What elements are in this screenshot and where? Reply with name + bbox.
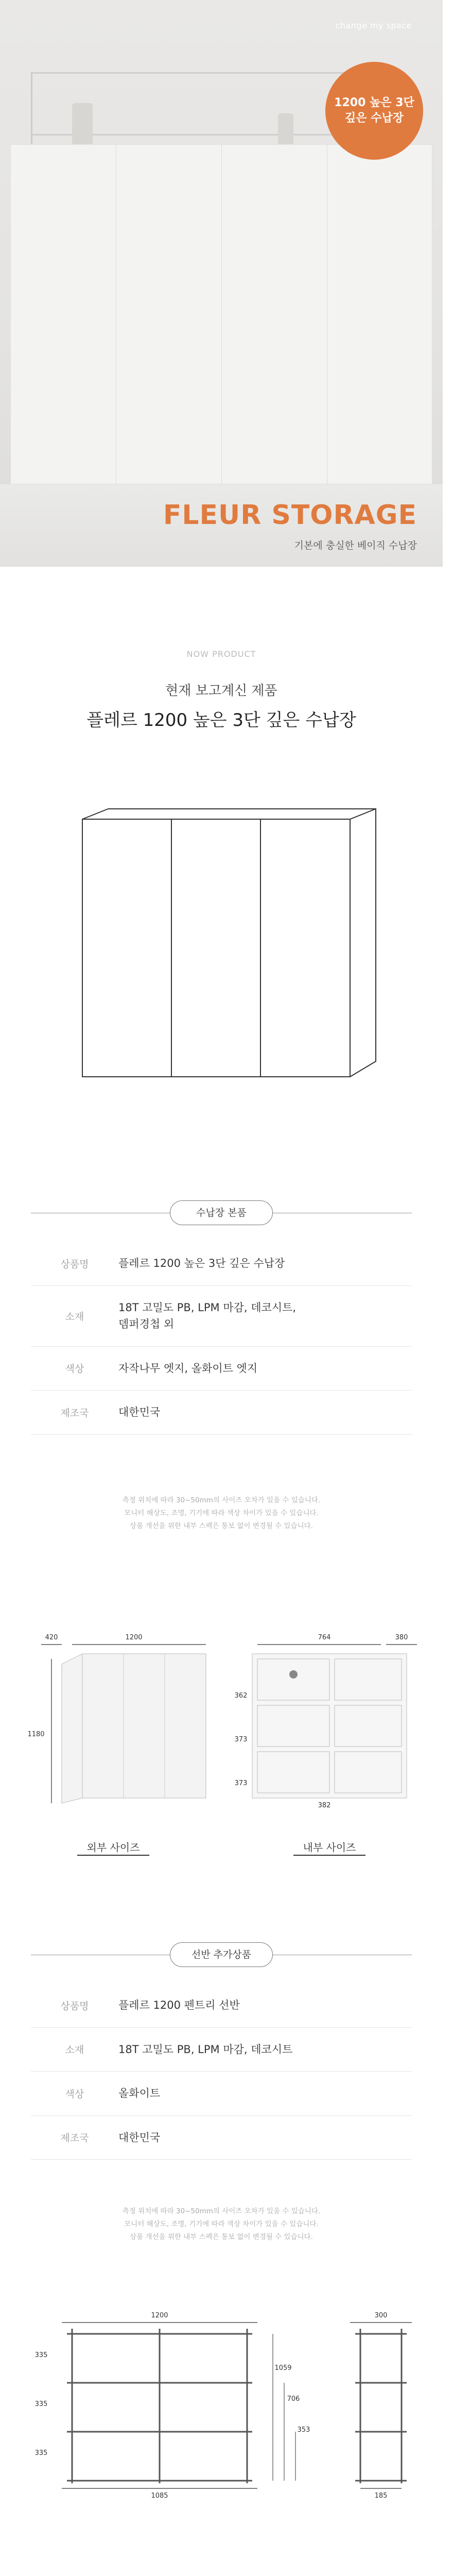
dim-side-depth: 300 (374, 2312, 388, 2319)
dim-inner-h2: 373 (234, 1736, 248, 1743)
spec-key: 색상 (65, 1363, 84, 1375)
spec-notes (0, 2205, 443, 2244)
spec-value: 플레르 1200 높은 3단 깊은 수납장 (118, 1257, 285, 1269)
dim-shelf-h-total: 1059 (274, 2364, 292, 2372)
spec-row (31, 2072, 412, 2116)
caption-underline (77, 1855, 149, 1856)
dim-shelf-row: 335 (34, 2351, 48, 2359)
section-pill-shelf: 선반 추가상품 (170, 1942, 273, 1967)
note-line: 모니터 해상도, 조명, 기기에 따라 색상 차이가 있을 수 있습니다. (124, 2219, 319, 2228)
hero-subtitle: 기본에 충실한 베이직 수납장 (294, 540, 417, 551)
inner-dimension-drawing (226, 1628, 422, 1814)
shelf-front-dimension (31, 2308, 319, 2504)
hero-cabinet-image (10, 144, 432, 484)
dim-inner-h1: 362 (234, 1692, 248, 1700)
brand-logo: change my space (335, 21, 412, 30)
dim-inner-width: 764 (318, 1634, 331, 1641)
spec-row (31, 2116, 412, 2160)
spec-table-main (31, 1242, 412, 1435)
dim-inner-bottom: 382 (318, 1802, 331, 1809)
spec-key: 제조국 (60, 2132, 89, 2144)
spec-value: 올화이트 (118, 2087, 161, 2100)
caption-underline (293, 1855, 365, 1856)
product-line-drawing (72, 804, 381, 1092)
spec-notes (0, 1494, 443, 1533)
outer-size-caption: 외부 사이즈 (86, 1841, 140, 1854)
section-pill-main: 수납장 본품 (170, 1200, 273, 1225)
spec-key: 소재 (65, 1311, 84, 1323)
spec-row (31, 2028, 412, 2072)
dim-shelf-row: 335 (34, 2449, 48, 2457)
shelf-side-dimension (340, 2308, 422, 2504)
note-line: 상품 개선을 위한 내부 스펙은 통보 없이 변경될 수 있습니다. (130, 1521, 313, 1530)
now-label: 현재 보고계신 제품 (165, 683, 277, 699)
spec-key: 상품명 (60, 2000, 89, 2012)
hero-title-block (163, 500, 417, 552)
decor-vase (72, 103, 93, 144)
badge-line: 깊은 수납장 (345, 112, 404, 125)
dim-shelf-row: 335 (34, 2400, 48, 2408)
dim-width: 1200 (125, 1634, 143, 1641)
dim-height: 1180 (27, 1731, 45, 1738)
product-name: 플레르 1200 높은 3단 깊은 수납장 (86, 710, 356, 731)
dim-shelf-h-low: 353 (297, 2426, 310, 2434)
dim-shelf-width: 1200 (151, 2312, 168, 2319)
decor-vase (278, 113, 293, 144)
spec-value: 대한민국 (118, 1406, 161, 1419)
spec-row (31, 1984, 412, 2028)
outer-dimension-drawing (27, 1628, 216, 1814)
dim-side-bottom: 185 (374, 2492, 388, 2500)
hero-badge (325, 62, 423, 160)
note-line: 측정 위치에 따라 30~50mm의 사이즈 오차가 있을 수 있습니다. (122, 1496, 321, 1504)
now-product-eyebrow: NOW PRODUCT (186, 649, 256, 659)
note-line: 모니터 해상도, 조명, 기기에 따라 색상 차이가 있을 수 있습니다. (124, 1509, 319, 1517)
spec-key: 상품명 (60, 1258, 89, 1270)
spec-key: 색상 (65, 2088, 84, 2100)
spec-row (31, 1286, 412, 1347)
spec-key: 제조국 (60, 1407, 89, 1419)
note-line: 상품 개선을 위한 내부 스펙은 통보 없이 변경될 수 있습니다. (130, 2232, 313, 2241)
spec-value: 플레르 1200 펜트리 선반 (118, 1999, 240, 2011)
spec-value: 대한민국 (118, 2131, 161, 2144)
spec-table-shelf (31, 1984, 412, 2160)
spec-row (31, 1391, 412, 1435)
spec-value: 18T 고밀도 PB, LPM 마감, 데코시트 (118, 2043, 293, 2056)
note-line: 측정 위치에 따라 30~50mm의 사이즈 오차가 있을 수 있습니다. (122, 2207, 321, 2215)
dim-inner-depth: 380 (395, 1634, 408, 1641)
spec-row (31, 1347, 412, 1391)
hero-title: FLEUR STORAGE (163, 500, 417, 531)
cable-hole-icon (289, 1670, 298, 1679)
spec-row (31, 1242, 412, 1286)
inner-size-caption: 내부 사이즈 (303, 1841, 356, 1854)
spec-value: 자작나무 엣지, 올화이트 엣지 (118, 1362, 258, 1375)
dim-inner-h3: 373 (234, 1780, 248, 1787)
dim-shelf-h-mid: 706 (287, 2395, 300, 2403)
spec-value: 18T 고밀도 PB, LPM 마감, 데코시트, 뎀퍼경첩 외 (118, 1301, 297, 1331)
dim-shelf-bottom: 1085 (151, 2492, 168, 2500)
spec-key: 소재 (65, 2044, 84, 2056)
badge-line: 1200 높은 3단 (334, 96, 414, 110)
dim-depth: 420 (45, 1634, 58, 1641)
hero-banner (0, 0, 443, 567)
